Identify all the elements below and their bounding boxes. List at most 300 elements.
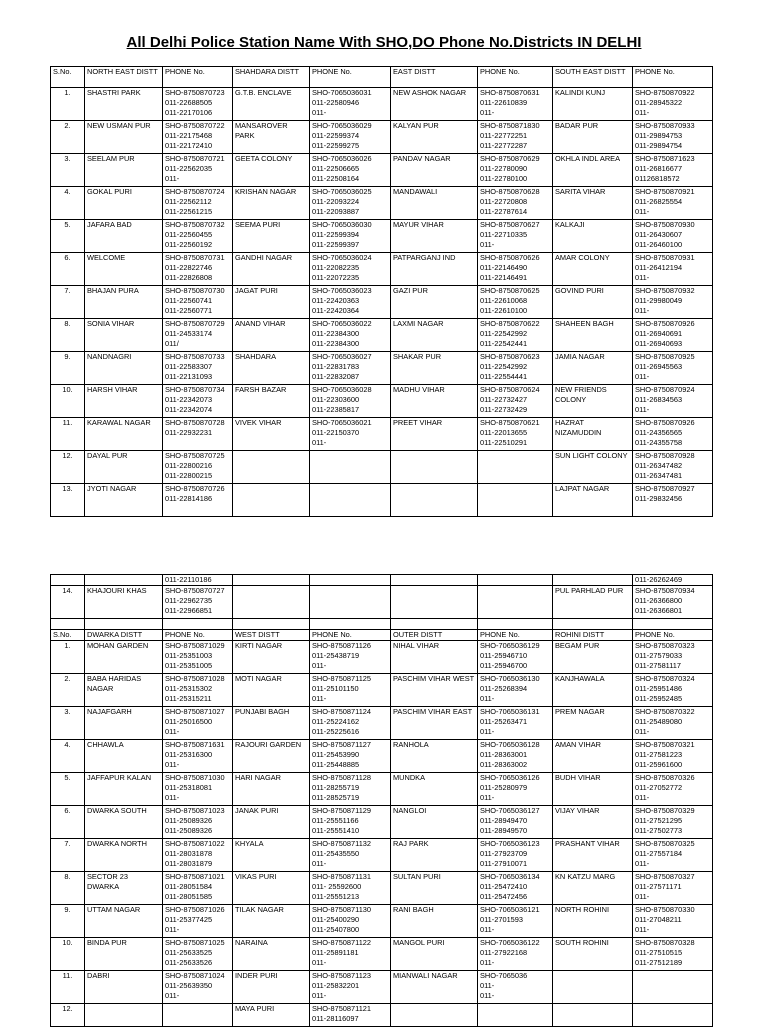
phone-cell: SHO-7065036030 011-22599394 011-22599397	[310, 220, 391, 253]
station-name-cell	[233, 586, 310, 619]
station-name-cell: GOVIND PURI	[553, 286, 633, 319]
cell	[51, 575, 85, 586]
station-name-cell: PREET VIHAR	[391, 418, 478, 451]
cell	[163, 619, 233, 630]
phone-cell: SHO-7065036127 011-28949470 011-28949570	[478, 806, 553, 839]
phone-cell: SHO-8750870625 011-22610068 011-22610100	[478, 286, 553, 319]
phone-cell: SHO-8750871023 011-25089326 011-25089326	[163, 806, 233, 839]
phone-cell	[633, 1004, 713, 1027]
phone-cell: SHO-8750871128 011-28255719 011-28525719	[310, 773, 391, 806]
station-name-cell: MADHU VIHAR	[391, 385, 478, 418]
cell	[233, 619, 310, 630]
table-row	[51, 121, 713, 154]
phone-cell: SHO-8750870322 011-25489080 011-	[633, 707, 713, 740]
phone-cell	[478, 1004, 553, 1027]
station-name-cell: AMAN VIHAR	[553, 740, 633, 773]
serial-number-cell: 2.	[51, 674, 85, 707]
serial-number-cell: 3.	[51, 707, 85, 740]
cell	[391, 575, 478, 586]
serial-number-cell: 4.	[51, 740, 85, 773]
phone-cell	[310, 586, 391, 619]
phone-cell: SHO-8750870927 011-29832456	[633, 484, 713, 517]
header-cell: NORTH EAST DISTT	[85, 67, 163, 88]
station-name-cell: JAFFAPUR KALAN	[85, 773, 163, 806]
header-cell: OUTER DISTT	[391, 630, 478, 641]
phone-cell: SHO-8750870722 011-22175468 011-22172410	[163, 121, 233, 154]
station-name-cell: MAYA PURI	[233, 1004, 310, 1027]
table-row	[51, 418, 713, 451]
station-name-cell: VIVEK VIHAR	[233, 418, 310, 451]
table-row	[51, 586, 713, 619]
phone-cell: SHO-8750870726 011-22814186	[163, 484, 233, 517]
phone-cell: SHO-8750870323 011-27579033 011-27581117	[633, 641, 713, 674]
phone-cell: SHO-8750870922 011-28945322 011-	[633, 88, 713, 121]
station-name-cell	[553, 971, 633, 1004]
station-name-cell: NAJAFGARH	[85, 707, 163, 740]
station-name-cell: GAZI PUR	[391, 286, 478, 319]
phone-cell	[478, 586, 553, 619]
table-header-row	[51, 67, 713, 88]
table-row	[51, 707, 713, 740]
serial-number-cell: 6.	[51, 253, 85, 286]
station-name-cell: RANI BAGH	[391, 905, 478, 938]
cell	[478, 575, 553, 586]
serial-number-cell: 11.	[51, 971, 85, 1004]
phone-cell: SHO-8750870624 011-22732427 011-22732429	[478, 385, 553, 418]
phone-cell: SHO-8750870325 011-27557184 011-	[633, 839, 713, 872]
serial-number-cell: 10.	[51, 385, 85, 418]
phone-cell: SHO-8750870730 011-22560741 011-22560771	[163, 286, 233, 319]
station-name-cell: SOUTH ROHINI	[553, 938, 633, 971]
serial-number-cell: 8.	[51, 872, 85, 905]
station-name-cell: ANAND VIHAR	[233, 319, 310, 352]
header-cell: PHONE No.	[633, 630, 713, 641]
station-name-cell: INDER PURI	[233, 971, 310, 1004]
station-name-cell: PASCHIM VIHAR WEST	[391, 674, 478, 707]
table-row	[51, 385, 713, 418]
cell: 011-22110186	[163, 575, 233, 586]
phone-cell: SHO-8750871830 011-22772251 011-22772287	[478, 121, 553, 154]
table-row	[51, 352, 713, 385]
serial-number-cell: 4.	[51, 187, 85, 220]
station-name-cell: DAYAL PUR	[85, 451, 163, 484]
serial-number-cell: 5.	[51, 220, 85, 253]
phone-cell: SHO-7065036029 011-22599374 011-22599275	[310, 121, 391, 154]
station-name-cell: SEELAM PUR	[85, 154, 163, 187]
serial-number-cell: 14.	[51, 586, 85, 619]
phone-cell: SHO-8750871125 011-25101150 011-	[310, 674, 391, 707]
table-row	[51, 187, 713, 220]
serial-number-cell: 13.	[51, 484, 85, 517]
phone-cell: SHO-8750870733 011-22583307 011-22131093	[163, 352, 233, 385]
table-body	[51, 88, 713, 517]
table-row	[51, 286, 713, 319]
table-row	[51, 740, 713, 773]
station-name-cell: SEEMA PURI	[233, 220, 310, 253]
header-cell: WEST DISTT	[233, 630, 310, 641]
header-cell: PHONE No.	[163, 67, 233, 88]
table-row	[51, 641, 713, 674]
station-name-cell: VIJAY VIHAR	[553, 806, 633, 839]
station-name-cell: GANDHI NAGAR	[233, 253, 310, 286]
serial-number-cell: 11.	[51, 418, 85, 451]
station-name-cell: SULTAN PURI	[391, 872, 478, 905]
station-name-cell: JAFARA BAD	[85, 220, 163, 253]
station-name-cell: LAJPAT NAGAR	[553, 484, 633, 517]
phone-cell: SHO-8750870724 011-22562112 011-22561215	[163, 187, 233, 220]
station-name-cell: MOTI NAGAR	[233, 674, 310, 707]
station-name-cell: VIKAS PURI	[233, 872, 310, 905]
phone-cell: SHO-8750870631 011-22610839 011-	[478, 88, 553, 121]
header-cell: PHONE No.	[310, 630, 391, 641]
cell: 011-26262469	[633, 575, 713, 586]
phone-cell: SHO-8750871030 011-25318081 011-	[163, 773, 233, 806]
phone-cell: SHO-8750870723 011-22688505 011-22170106	[163, 88, 233, 121]
phone-cell: SHO-8750870926 011-26940691 011-26940693	[633, 319, 713, 352]
header-cell: PHONE No.	[478, 630, 553, 641]
phone-cell: SHO-8750870629 011-22780090 011-22780100	[478, 154, 553, 187]
header-cell: SOUTH EAST DISTT	[553, 67, 633, 88]
station-name-cell: DWARKA SOUTH	[85, 806, 163, 839]
station-name-cell: NANGLOI	[391, 806, 478, 839]
station-name-cell: G.T.B. ENCLAVE	[233, 88, 310, 121]
station-name-cell: SHAHEEN BAGH	[553, 319, 633, 352]
cell	[553, 619, 633, 630]
phone-cell: SHO-8750870327 011-27571171 011-	[633, 872, 713, 905]
station-name-cell: SUN LIGHT COLONY	[553, 451, 633, 484]
station-name-cell: MANGOL PURI	[391, 938, 478, 971]
station-name-cell: LAXMI NAGAR	[391, 319, 478, 352]
phone-cell: SHO-8750870925 011-26945563 011-	[633, 352, 713, 385]
phone-cell: SHO-8750870621 011-22013655 011-22510291	[478, 418, 553, 451]
header-cell: PHONE No.	[310, 67, 391, 88]
phone-cell: SHO-8750870628 011-22720808 011-22787614	[478, 187, 553, 220]
phone-cell: SHO-8750871122 011-25891181 011-	[310, 938, 391, 971]
header-cell: PHONE No.	[478, 67, 553, 88]
serial-number-cell: 8.	[51, 319, 85, 352]
phone-cell: SHO-8750871022 011-28031878 011-28031879	[163, 839, 233, 872]
north-east-shahdara-east-southeast-table	[50, 66, 713, 517]
station-name-cell: PUL PARHLAD PUR	[553, 586, 633, 619]
phone-cell: SHO-8750870330 011-27048211 011-	[633, 905, 713, 938]
station-name-cell: GOKAL PURI	[85, 187, 163, 220]
station-name-cell	[233, 451, 310, 484]
station-name-cell: GEETA COLONY	[233, 154, 310, 187]
phone-cell: SHO-8750870721 011-22562035 011-	[163, 154, 233, 187]
station-name-cell: RAJOURI GARDEN	[233, 740, 310, 773]
table-row	[51, 451, 713, 484]
station-name-cell: KARAWAL NAGAR	[85, 418, 163, 451]
table-row	[51, 154, 713, 187]
station-name-cell: SONIA VIHAR	[85, 319, 163, 352]
phone-cell	[478, 484, 553, 517]
station-name-cell	[391, 484, 478, 517]
phone-cell: SHO-8750870926 011-24356565 011-24355758	[633, 418, 713, 451]
station-name-cell: MAYUR VIHAR	[391, 220, 478, 253]
serial-number-cell: 1.	[51, 641, 85, 674]
phone-cell: SHO-8750871124 011-25224162 011-25225616	[310, 707, 391, 740]
table-row	[51, 220, 713, 253]
station-name-cell	[391, 451, 478, 484]
phone-cell: SHO-8750870622 011-22542992 011-22542441	[478, 319, 553, 352]
phone-cell	[633, 971, 713, 1004]
cell	[233, 575, 310, 586]
station-name-cell: TILAK NAGAR	[233, 905, 310, 938]
serial-number-cell: 5.	[51, 773, 85, 806]
table-header-row	[51, 630, 713, 641]
phone-cell: SHO-8750871631 011-25316300 011-	[163, 740, 233, 773]
station-name-cell: FARSH BAZAR	[233, 385, 310, 418]
table-row	[51, 806, 713, 839]
serial-number-cell: 1.	[51, 88, 85, 121]
cell	[85, 619, 163, 630]
table-row	[51, 674, 713, 707]
phone-cell: SHO-8750871132 011-25435550 011-	[310, 839, 391, 872]
station-name-cell: SARITA VIHAR	[553, 187, 633, 220]
phone-cell: SHO-8750871131 011- 25592600 011-25551213	[310, 872, 391, 905]
phone-cell: SHO-8750870924 011-26834563 011-	[633, 385, 713, 418]
phone-cell	[478, 451, 553, 484]
station-name-cell: MUNDKA	[391, 773, 478, 806]
phone-cell: SHO-7065036 011- 011-	[478, 971, 553, 1004]
table-row	[51, 319, 713, 352]
continued-row	[51, 575, 713, 586]
phone-cell: SHO-7065036121 011-2701593 011-	[478, 905, 553, 938]
header-cell: DWARKA DISTT	[85, 630, 163, 641]
phone-cell: SHO-8750870928 011-26347482 011-26347481	[633, 451, 713, 484]
phone-cell: SHO-8750870921 011-26825554 011-	[633, 187, 713, 220]
phone-cell: SHO-7065036123 011-27923709 011-27910071	[478, 839, 553, 872]
serial-number-cell: 6.	[51, 806, 85, 839]
station-name-cell: AMAR COLONY	[553, 253, 633, 286]
phone-cell: SHO-8750870931 011-26412194 011-	[633, 253, 713, 286]
phone-cell: SHO-7065036129 011-25946710 011-25946700	[478, 641, 553, 674]
cell	[310, 619, 391, 630]
station-name-cell: SHAKAR PUR	[391, 352, 478, 385]
station-name-cell: MANDAWALI	[391, 187, 478, 220]
phone-cell: SHO-8750871127 011-25453990 011-25448885	[310, 740, 391, 773]
station-name-cell: HARSH VIHAR	[85, 385, 163, 418]
phone-cell: SHO-7065036028 011-22303600 011-22385817	[310, 385, 391, 418]
station-name-cell: PASCHIM VIHAR EAST	[391, 707, 478, 740]
station-name-cell: MIANWALI NAGAR	[391, 971, 478, 1004]
table-row	[51, 773, 713, 806]
station-name-cell: BADAR PUR	[553, 121, 633, 154]
table-row	[51, 971, 713, 1004]
serial-number-cell: 7.	[51, 839, 85, 872]
station-name-cell: PANDAV NAGAR	[391, 154, 478, 187]
station-name-cell: KN KATZU MARG	[553, 872, 633, 905]
phone-cell: SHO-7065036122 011-27922168 011-	[478, 938, 553, 971]
phone-cell: SHO-8750871027 011-25016500 011-	[163, 707, 233, 740]
cell	[310, 575, 391, 586]
table-row	[51, 88, 713, 121]
page-title: All Delhi Police Station Name With SHO,DO Phone No.Districts IN DELHI	[126, 34, 642, 51]
station-name-cell: NARAINA	[233, 938, 310, 971]
phone-cell: SHO-8750871028 011-25315302 011-25315211	[163, 674, 233, 707]
station-name-cell: SHAHDARA	[233, 352, 310, 385]
phone-cell: SHO-8750870329 011-27521295 011-27502773	[633, 806, 713, 839]
phone-cell: SHO-7065036027 011-22831783 011-22832087	[310, 352, 391, 385]
station-name-cell: CHHAWLA	[85, 740, 163, 773]
station-name-cell: HARI NAGAR	[233, 773, 310, 806]
phone-cell: SHO-8750871130 011-25400290 011-25407800	[310, 905, 391, 938]
station-name-cell: KHYALA	[233, 839, 310, 872]
header-cell: PHONE No.	[633, 67, 713, 88]
table-row	[51, 484, 713, 517]
cell	[478, 619, 553, 630]
header-cell: ROHINI DISTT	[553, 630, 633, 641]
table-row	[51, 253, 713, 286]
phone-cell: SHO-8750870731 011-22822746 011-22826808	[163, 253, 233, 286]
spacer-row	[51, 619, 713, 630]
station-name-cell: RANHOLA	[391, 740, 478, 773]
station-name-cell: KANJHAWALA	[553, 674, 633, 707]
phone-cell: SHO-8750870728 011-22932231	[163, 418, 233, 451]
phone-cell: SHO-8750870732 011-22560455 011-22560192	[163, 220, 233, 253]
station-name-cell	[85, 1004, 163, 1027]
phone-cell: SHO-8750871025 011-25633525 011-25633526	[163, 938, 233, 971]
table-row	[51, 872, 713, 905]
phone-cell: SHO-7065036025 011-22093224 011-22093887	[310, 187, 391, 220]
station-name-cell	[391, 1004, 478, 1027]
station-name-cell: NEW ASHOK NAGAR	[391, 88, 478, 121]
station-name-cell: WELCOME	[85, 253, 163, 286]
phone-cell: SHO-8750871126 011-25438719 011-	[310, 641, 391, 674]
header-cell: EAST DISTT	[391, 67, 478, 88]
phone-cell: SHO-7065036031 011-22580946 011-	[310, 88, 391, 121]
phone-cell: SHO-7065036130 011-25268394 011-	[478, 674, 553, 707]
table-row	[51, 905, 713, 938]
phone-cell: SHO-8750871123 011-25832201 011-	[310, 971, 391, 1004]
station-name-cell: PRASHANT VIHAR	[553, 839, 633, 872]
station-name-cell: KHAJOURI KHAS	[85, 586, 163, 619]
phone-cell: SHO-8750870328 011-27510515 011-27512189	[633, 938, 713, 971]
phone-cell: SHO-8750871024 011-25639350 011-	[163, 971, 233, 1004]
station-name-cell: DABRI	[85, 971, 163, 1004]
station-name-cell: BHAJAN PURA	[85, 286, 163, 319]
station-name-cell	[233, 484, 310, 517]
station-name-cell: BUDH VIHAR	[553, 773, 633, 806]
phone-cell: SHO-8750871026 011-25377425 011-	[163, 905, 233, 938]
serial-number-cell: 3.	[51, 154, 85, 187]
station-name-cell: JAGAT PURI	[233, 286, 310, 319]
phone-cell: SHO-8750870729 011-24533174 011/	[163, 319, 233, 352]
cell	[51, 619, 85, 630]
station-name-cell: RAJ PARK	[391, 839, 478, 872]
header-cell: PHONE No.	[163, 630, 233, 641]
serial-number-cell: 9.	[51, 352, 85, 385]
phone-cell: SHO-7065036023 011-22420363 011-22420364	[310, 286, 391, 319]
station-name-cell: BEGAM PUR	[553, 641, 633, 674]
station-name-cell: NEW FRIENDS COLONY	[553, 385, 633, 418]
phone-cell: SHO-8750870321 011-27581223 011-25961600	[633, 740, 713, 773]
station-name-cell: NORTH ROHINI	[553, 905, 633, 938]
phone-cell: SHO-8750870626 011-22146490 011-22146491	[478, 253, 553, 286]
table-row	[51, 839, 713, 872]
station-name-cell: SHASTRI PARK	[85, 88, 163, 121]
cell	[633, 619, 713, 630]
station-name-cell: KIRTI NAGAR	[233, 641, 310, 674]
station-name-cell: OKHLA INDL AREA	[553, 154, 633, 187]
phone-cell: SHO-8750870932 011-29980049 011-	[633, 286, 713, 319]
phone-cell: SHO-8750870930 011-26430607 011-26460100	[633, 220, 713, 253]
table-row	[51, 938, 713, 971]
phone-cell	[163, 1004, 233, 1027]
phone-cell: SHO-8750870326 011-27052772 011-	[633, 773, 713, 806]
phone-cell: SHO-8750870933 011-29894753 011-29894754	[633, 121, 713, 154]
station-name-cell: HAZRAT NIZAMUDDIN	[553, 418, 633, 451]
station-name-cell: MOHAN GARDEN	[85, 641, 163, 674]
station-name-cell: UTTAM NAGAR	[85, 905, 163, 938]
cell	[85, 575, 163, 586]
phone-cell: SHO-7065036128 011-28363001 011-28363002	[478, 740, 553, 773]
station-name-cell: PUNJABI BAGH	[233, 707, 310, 740]
phone-cell: SHO-7065036134 011-25472410 011-25472456	[478, 872, 553, 905]
station-name-cell: DWARKA NORTH	[85, 839, 163, 872]
station-name-cell: KALINDI KUNJ	[553, 88, 633, 121]
serial-number-cell: 9.	[51, 905, 85, 938]
station-name-cell: KALKAJI	[553, 220, 633, 253]
table-body	[51, 641, 713, 1027]
phone-cell: SHO-8750870725 011-22800216 011-22800215	[163, 451, 233, 484]
serial-number-cell: 7.	[51, 286, 85, 319]
phone-cell: SHO-7065036021 011-22150370 011-	[310, 418, 391, 451]
serial-number-cell: 10.	[51, 938, 85, 971]
phone-cell: SHO-8750871029 011-25351003 011-25351005	[163, 641, 233, 674]
station-name-cell	[553, 1004, 633, 1027]
table-row	[51, 1004, 713, 1027]
station-name-cell: JAMIA NAGAR	[553, 352, 633, 385]
station-name-cell: KRISHAN NAGAR	[233, 187, 310, 220]
station-name-cell: PATPARGANJ IND	[391, 253, 478, 286]
phone-cell: SHO-8750870727 011-22962735 011-22966851	[163, 586, 233, 619]
phone-cell: SHO-8750871623 011-26816677 01126818572	[633, 154, 713, 187]
station-name-cell: NIHAL VIHAR	[391, 641, 478, 674]
station-name-cell: NANDNAGRI	[85, 352, 163, 385]
serial-number-cell: 2.	[51, 121, 85, 154]
serial-number-cell: 12.	[51, 451, 85, 484]
phone-cell: SHO-7065036126 011-25280979 011-	[478, 773, 553, 806]
station-name-cell	[391, 586, 478, 619]
phone-cell: SHO-7065036024 011-22082235 011-22072235	[310, 253, 391, 286]
phone-cell: SHO-8750870934 011-26366800 011-26366801	[633, 586, 713, 619]
header-cell: SHAHDARA DISTT	[233, 67, 310, 88]
station-name-cell: KALYAN PUR	[391, 121, 478, 154]
station-name-cell: PREM NAGAR	[553, 707, 633, 740]
station-name-cell: MANSAROVER PARK	[233, 121, 310, 154]
cell	[391, 619, 478, 630]
station-name-cell: BABA HARIDAS NAGAR	[85, 674, 163, 707]
station-name-cell: BINDA PUR	[85, 938, 163, 971]
phone-cell: SHO-8750870324 011-25951486 011-25952485	[633, 674, 713, 707]
station-name-cell: NEW USMAN PUR	[85, 121, 163, 154]
phone-cell: SHO-8750870734 011-22342073 011-22342074	[163, 385, 233, 418]
phone-cell: SHO-8750871021 011-28051584 011-28051585	[163, 872, 233, 905]
phone-cell: SHO-8750870623 011-22542992 011-22554441	[478, 352, 553, 385]
station-name-cell: SECTOR 23 DWARKA	[85, 872, 163, 905]
header-cell: S.No.	[51, 630, 85, 641]
phone-cell	[310, 484, 391, 517]
station-name-cell: JYOTI NAGAR	[85, 484, 163, 517]
phone-cell: SHO-7065036022 011-22384300 011-22384300	[310, 319, 391, 352]
station-name-cell: JANAK PURI	[233, 806, 310, 839]
dwarka-west-outer-rohini-table	[50, 574, 713, 1027]
phone-cell: SHO-7065036026 011-22506665 011-22508164	[310, 154, 391, 187]
phone-cell: SHO-7065036131 011-25263471 011-	[478, 707, 553, 740]
cell	[553, 575, 633, 586]
phone-cell	[310, 451, 391, 484]
